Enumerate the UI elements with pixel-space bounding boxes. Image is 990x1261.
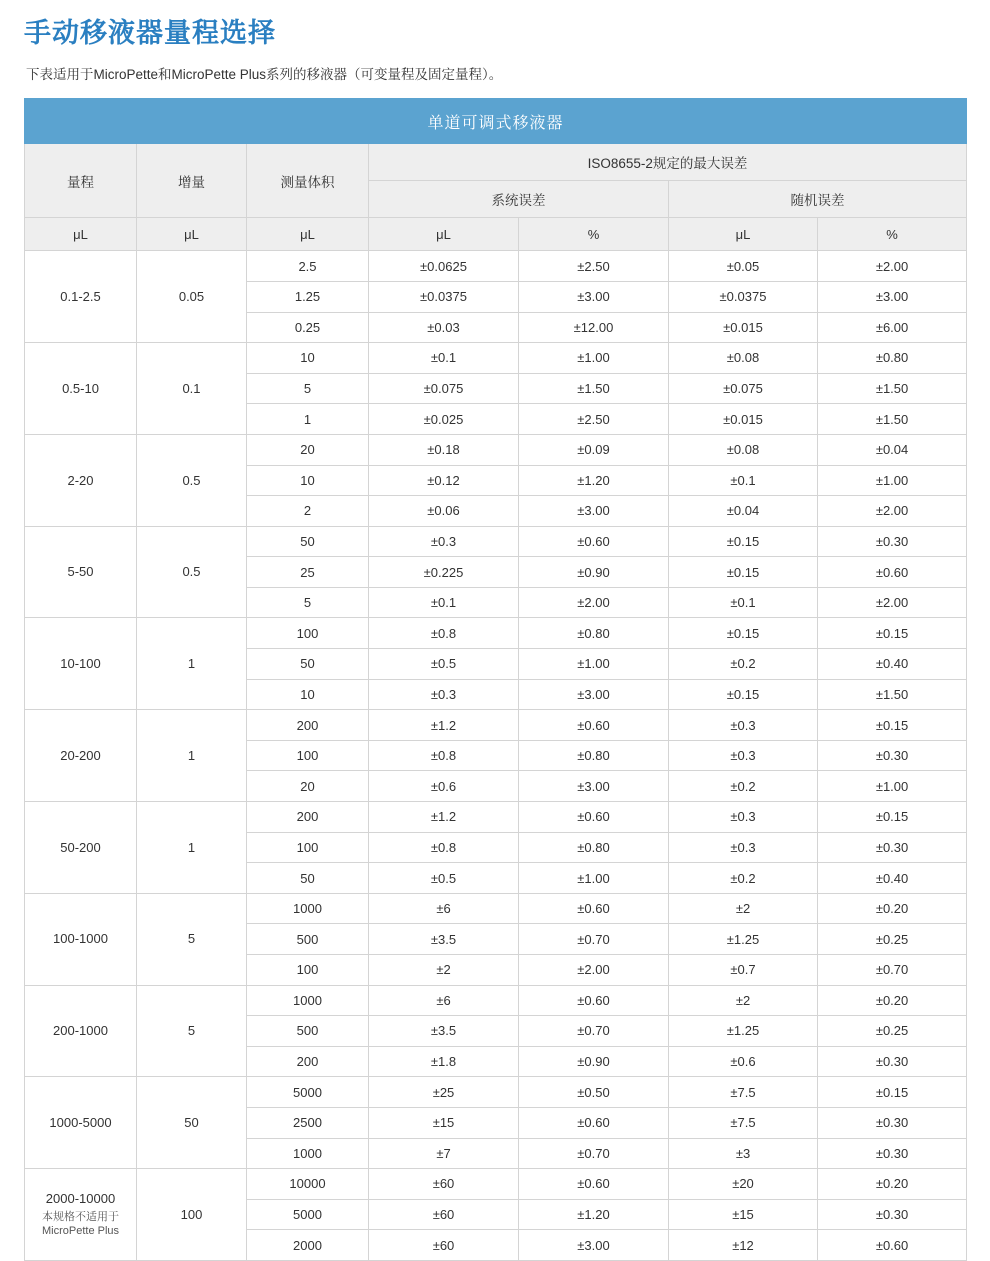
- random-error-ul-cell: ±0.3: [669, 832, 818, 863]
- volume-cell: 20: [247, 771, 369, 802]
- unit-systematic-pct: %: [519, 218, 669, 251]
- page-container: [0, 16, 990, 1261]
- random-error-ul-cell: ±0.08: [669, 343, 818, 374]
- random-error-pct-cell: ±0.80: [818, 343, 967, 374]
- random-error-pct-cell: ±0.30: [818, 526, 967, 557]
- unit-range: μL: [25, 218, 137, 251]
- systematic-error-pct-cell: ±0.80: [519, 618, 669, 649]
- increment-cell: 0.5: [137, 434, 247, 526]
- increment-cell: 0.1: [137, 343, 247, 435]
- random-error-pct-cell: ±0.40: [818, 649, 967, 680]
- unit-random-ul: μL: [669, 218, 818, 251]
- random-error-ul-cell: ±0.2: [669, 863, 818, 894]
- systematic-error-ul-cell: ±60: [369, 1199, 519, 1230]
- volume-cell: 50: [247, 649, 369, 680]
- random-error-pct-cell: ±0.20: [818, 985, 967, 1016]
- systematic-error-ul-cell: ±0.8: [369, 740, 519, 771]
- random-error-ul-cell: ±3: [669, 1138, 818, 1169]
- systematic-error-pct-cell: ±0.60: [519, 710, 669, 741]
- table-row: [25, 1077, 967, 1108]
- systematic-error-pct-cell: ±3.00: [519, 1230, 669, 1261]
- volume-cell: 5: [247, 373, 369, 404]
- random-error-pct-cell: ±2.00: [818, 496, 967, 527]
- table-header: [25, 99, 967, 251]
- random-error-ul-cell: ±2: [669, 893, 818, 924]
- systematic-error-pct-cell: ±0.60: [519, 1169, 669, 1200]
- increment-cell: 1: [137, 710, 247, 802]
- unit-increment: μL: [137, 218, 247, 251]
- volume-cell: 1: [247, 404, 369, 435]
- range-cell: 0.5-10: [25, 343, 137, 435]
- systematic-error-ul-cell: ±0.6: [369, 771, 519, 802]
- systematic-error-pct-cell: ±12.00: [519, 312, 669, 343]
- systematic-error-ul-cell: ±0.06: [369, 496, 519, 527]
- increment-cell: 5: [137, 893, 247, 985]
- systematic-error-pct-cell: ±2.50: [519, 251, 669, 282]
- systematic-error-ul-cell: ±0.1: [369, 343, 519, 374]
- unit-systematic-ul: μL: [369, 218, 519, 251]
- systematic-error-ul-cell: ±0.03: [369, 312, 519, 343]
- random-error-pct-cell: ±1.00: [818, 771, 967, 802]
- systematic-error-pct-cell: ±1.00: [519, 649, 669, 680]
- random-error-ul-cell: ±0.15: [669, 618, 818, 649]
- random-error-pct-cell: ±0.30: [818, 1199, 967, 1230]
- systematic-error-ul-cell: ±7: [369, 1138, 519, 1169]
- random-error-ul-cell: ±1.25: [669, 1016, 818, 1047]
- systematic-error-ul-cell: ±0.8: [369, 832, 519, 863]
- table-row: [25, 526, 967, 557]
- volume-cell: 1.25: [247, 281, 369, 312]
- random-error-pct-cell: ±2.00: [818, 251, 967, 282]
- volume-cell: 10: [247, 465, 369, 496]
- random-error-ul-cell: ±15: [669, 1199, 818, 1230]
- random-error-pct-cell: ±0.15: [818, 802, 967, 833]
- systematic-error-ul-cell: ±1.2: [369, 710, 519, 741]
- systematic-error-ul-cell: ±0.025: [369, 404, 519, 435]
- range-cell: 0.1-2.5: [25, 251, 137, 343]
- unit-random-pct: %: [818, 218, 967, 251]
- random-error-pct-cell: ±0.20: [818, 1169, 967, 1200]
- random-error-pct-cell: ±0.30: [818, 1138, 967, 1169]
- volume-cell: 200: [247, 1046, 369, 1077]
- systematic-error-pct-cell: ±1.20: [519, 1199, 669, 1230]
- random-error-pct-cell: ±0.15: [818, 710, 967, 741]
- table-row: [25, 985, 967, 1016]
- random-error-ul-cell: ±0.3: [669, 710, 818, 741]
- systematic-error-pct-cell: ±1.50: [519, 373, 669, 404]
- systematic-error-pct-cell: ±0.90: [519, 1046, 669, 1077]
- range-cell: 100-1000: [25, 893, 137, 985]
- systematic-error-ul-cell: ±0.5: [369, 649, 519, 680]
- volume-cell: 10000: [247, 1169, 369, 1200]
- increment-cell: 100: [137, 1169, 247, 1261]
- systematic-error-ul-cell: ±0.8: [369, 618, 519, 649]
- random-error-ul-cell: ±0.1: [669, 465, 818, 496]
- range-cell: 10-100: [25, 618, 137, 710]
- table-row: [25, 618, 967, 649]
- systematic-error-ul-cell: ±2: [369, 955, 519, 986]
- random-error-ul-cell: ±20: [669, 1169, 818, 1200]
- random-error-pct-cell: ±0.40: [818, 863, 967, 894]
- volume-cell: 500: [247, 924, 369, 955]
- systematic-error-pct-cell: ±0.60: [519, 985, 669, 1016]
- systematic-error-ul-cell: ±60: [369, 1230, 519, 1261]
- systematic-error-pct-cell: ±0.70: [519, 924, 669, 955]
- random-error-ul-cell: ±0.15: [669, 679, 818, 710]
- random-error-pct-cell: ±0.60: [818, 557, 967, 588]
- systematic-error-pct-cell: ±0.80: [519, 832, 669, 863]
- volume-cell: 5000: [247, 1077, 369, 1108]
- random-error-ul-cell: ±0.15: [669, 526, 818, 557]
- systematic-error-ul-cell: ±3.5: [369, 1016, 519, 1047]
- systematic-error-pct-cell: ±0.50: [519, 1077, 669, 1108]
- systematic-error-pct-cell: ±3.00: [519, 771, 669, 802]
- systematic-error-pct-cell: ±0.60: [519, 893, 669, 924]
- range-cell: 1000-5000: [25, 1077, 137, 1169]
- range-cell: 20-200: [25, 710, 137, 802]
- systematic-error-ul-cell: ±3.5: [369, 924, 519, 955]
- table-row: [25, 1169, 967, 1200]
- random-error-ul-cell: ±12: [669, 1230, 818, 1261]
- random-error-pct-cell: ±1.50: [818, 404, 967, 435]
- systematic-error-pct-cell: ±0.09: [519, 434, 669, 465]
- systematic-error-pct-cell: ±0.70: [519, 1138, 669, 1169]
- header-random-error: 随机误差: [669, 181, 967, 218]
- random-error-ul-cell: ±0.015: [669, 404, 818, 435]
- systematic-error-pct-cell: ±3.00: [519, 679, 669, 710]
- systematic-error-pct-cell: ±2.00: [519, 587, 669, 618]
- systematic-error-ul-cell: ±0.225: [369, 557, 519, 588]
- systematic-error-ul-cell: ±0.075: [369, 373, 519, 404]
- table-row: [25, 802, 967, 833]
- random-error-ul-cell: ±7.5: [669, 1107, 818, 1138]
- volume-cell: 1000: [247, 893, 369, 924]
- volume-cell: 10: [247, 679, 369, 710]
- systematic-error-ul-cell: ±25: [369, 1077, 519, 1108]
- systematic-error-pct-cell: ±2.50: [519, 404, 669, 435]
- page-subtitle: 下表适用于MicroPette和MicroPette Plus系列的移液器（可变量程及固定量程）。: [26, 67, 503, 83]
- table-row: [25, 434, 967, 465]
- volume-cell: 1000: [247, 1138, 369, 1169]
- random-error-pct-cell: ±0.25: [818, 1016, 967, 1047]
- table-body: [25, 251, 967, 1261]
- random-error-pct-cell: ±6.00: [818, 312, 967, 343]
- range-note: 本规格不适用于 MicroPette Plus: [41, 1211, 120, 1238]
- volume-cell: 2000: [247, 1230, 369, 1261]
- random-error-pct-cell: ±0.30: [818, 740, 967, 771]
- table-row: [25, 343, 967, 374]
- increment-cell: 50: [137, 1077, 247, 1169]
- random-error-ul-cell: ±0.3: [669, 802, 818, 833]
- systematic-error-ul-cell: ±15: [369, 1107, 519, 1138]
- increment-cell: 0.05: [137, 251, 247, 343]
- random-error-ul-cell: ±2: [669, 985, 818, 1016]
- random-error-pct-cell: ±0.15: [818, 1077, 967, 1108]
- systematic-error-ul-cell: ±6: [369, 985, 519, 1016]
- systematic-error-ul-cell: ±1.2: [369, 802, 519, 833]
- random-error-pct-cell: ±0.30: [818, 1046, 967, 1077]
- page-title: 手动移液器量程选择: [24, 18, 276, 48]
- range-cell: 2000-10000 本规格不适用于 MicroPette Plus: [25, 1169, 137, 1261]
- random-error-ul-cell: ±0.04: [669, 496, 818, 527]
- systematic-error-pct-cell: ±2.00: [519, 955, 669, 986]
- random-error-ul-cell: ±7.5: [669, 1077, 818, 1108]
- random-error-pct-cell: ±2.00: [818, 587, 967, 618]
- random-error-pct-cell: ±0.25: [818, 924, 967, 955]
- volume-cell: 2500: [247, 1107, 369, 1138]
- random-error-pct-cell: ±0.30: [818, 1107, 967, 1138]
- volume-cell: 1000: [247, 985, 369, 1016]
- random-error-pct-cell: ±0.15: [818, 618, 967, 649]
- systematic-error-pct-cell: ±0.90: [519, 557, 669, 588]
- random-error-ul-cell: ±0.08: [669, 434, 818, 465]
- volume-cell: 50: [247, 526, 369, 557]
- volume-cell: 50: [247, 863, 369, 894]
- range-cell: 5-50: [25, 526, 137, 618]
- table-row: [25, 893, 967, 924]
- systematic-error-ul-cell: ±0.12: [369, 465, 519, 496]
- systematic-error-pct-cell: ±3.00: [519, 496, 669, 527]
- random-error-ul-cell: ±0.075: [669, 373, 818, 404]
- systematic-error-pct-cell: ±0.60: [519, 802, 669, 833]
- increment-cell: 1: [137, 618, 247, 710]
- header-iso-group: ISO8655-2规定的最大误差: [369, 144, 967, 181]
- systematic-error-pct-cell: ±0.70: [519, 1016, 669, 1047]
- volume-cell: 100: [247, 955, 369, 986]
- unit-volume: μL: [247, 218, 369, 251]
- header-volume: 测量体积: [247, 144, 369, 218]
- systematic-error-ul-cell: ±0.5: [369, 863, 519, 894]
- systematic-error-pct-cell: ±1.00: [519, 863, 669, 894]
- table-caption: 单道可调式移液器: [25, 99, 967, 144]
- systematic-error-ul-cell: ±0.3: [369, 679, 519, 710]
- systematic-error-ul-cell: ±0.18: [369, 434, 519, 465]
- systematic-error-ul-cell: ±0.0625: [369, 251, 519, 282]
- table-row: [25, 710, 967, 741]
- volume-cell: 2.5: [247, 251, 369, 282]
- volume-cell: 10: [247, 343, 369, 374]
- volume-cell: 5: [247, 587, 369, 618]
- random-error-pct-cell: ±0.30: [818, 832, 967, 863]
- increment-cell: 0.5: [137, 526, 247, 618]
- random-error-ul-cell: ±0.0375: [669, 281, 818, 312]
- systematic-error-ul-cell: ±6: [369, 893, 519, 924]
- systematic-error-pct-cell: ±0.60: [519, 526, 669, 557]
- volume-cell: 20: [247, 434, 369, 465]
- systematic-error-ul-cell: ±0.0375: [369, 281, 519, 312]
- random-error-ul-cell: ±1.25: [669, 924, 818, 955]
- header-increment: 增量: [137, 144, 247, 218]
- increment-cell: 1: [137, 802, 247, 894]
- systematic-error-ul-cell: ±60: [369, 1169, 519, 1200]
- systematic-error-ul-cell: ±1.8: [369, 1046, 519, 1077]
- random-error-ul-cell: ±0.15: [669, 557, 818, 588]
- systematic-error-pct-cell: ±0.60: [519, 1107, 669, 1138]
- random-error-ul-cell: ±0.6: [669, 1046, 818, 1077]
- random-error-ul-cell: ±0.2: [669, 771, 818, 802]
- volume-cell: 100: [247, 832, 369, 863]
- random-error-ul-cell: ±0.7: [669, 955, 818, 986]
- random-error-pct-cell: ±1.00: [818, 465, 967, 496]
- random-error-ul-cell: ±0.2: [669, 649, 818, 680]
- systematic-error-ul-cell: ±0.1: [369, 587, 519, 618]
- random-error-pct-cell: ±1.50: [818, 679, 967, 710]
- range-cell: 50-200: [25, 802, 137, 894]
- table-row: [25, 251, 967, 282]
- range-cell: 200-1000: [25, 985, 137, 1077]
- increment-cell: 5: [137, 985, 247, 1077]
- systematic-error-pct-cell: ±1.00: [519, 343, 669, 374]
- header-range: 量程: [25, 144, 137, 218]
- systematic-error-pct-cell: ±1.20: [519, 465, 669, 496]
- volume-cell: 200: [247, 710, 369, 741]
- volume-cell: 0.25: [247, 312, 369, 343]
- volume-cell: 5000: [247, 1199, 369, 1230]
- volume-cell: 200: [247, 802, 369, 833]
- systematic-error-pct-cell: ±0.80: [519, 740, 669, 771]
- systematic-error-pct-cell: ±3.00: [519, 281, 669, 312]
- random-error-pct-cell: ±0.60: [818, 1230, 967, 1261]
- volume-cell: 100: [247, 740, 369, 771]
- volume-cell: 2: [247, 496, 369, 527]
- volume-cell: 100: [247, 618, 369, 649]
- volume-cell: 500: [247, 1016, 369, 1047]
- pipette-spec-table: [24, 98, 967, 1261]
- random-error-ul-cell: ±0.1: [669, 587, 818, 618]
- random-error-pct-cell: ±3.00: [818, 281, 967, 312]
- random-error-pct-cell: ±0.04: [818, 434, 967, 465]
- systematic-error-ul-cell: ±0.3: [369, 526, 519, 557]
- header-systematic-error: 系统误差: [369, 181, 669, 218]
- random-error-pct-cell: ±0.70: [818, 955, 967, 986]
- random-error-ul-cell: ±0.015: [669, 312, 818, 343]
- random-error-ul-cell: ±0.3: [669, 740, 818, 771]
- random-error-ul-cell: ±0.05: [669, 251, 818, 282]
- random-error-pct-cell: ±0.20: [818, 893, 967, 924]
- volume-cell: 25: [247, 557, 369, 588]
- range-cell: 2-20: [25, 434, 137, 526]
- random-error-pct-cell: ±1.50: [818, 373, 967, 404]
